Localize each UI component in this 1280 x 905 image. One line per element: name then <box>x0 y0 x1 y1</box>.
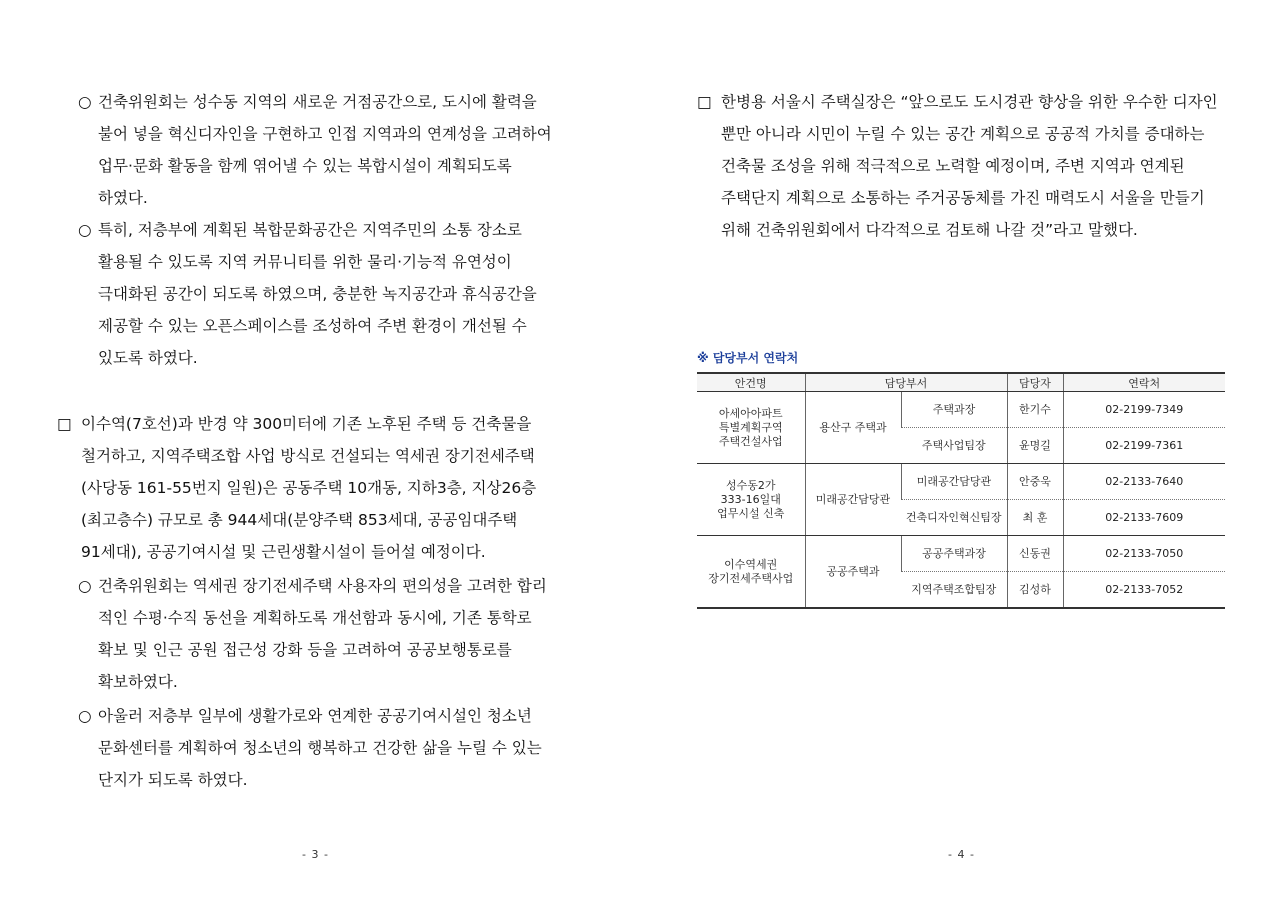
person-cell: 윤명길 <box>1007 428 1063 464</box>
bullet-circle-icon: ○ <box>78 221 92 239</box>
text-line: 이수역(7호선)과 반경 약 300미터에 기존 노후된 주택 등 건축물을 <box>81 415 532 433</box>
team-cell: 주택과장 <box>901 392 1007 428</box>
person-cell: 신동권 <box>1007 536 1063 572</box>
table-row <box>697 392 1225 428</box>
team-cell: 지역주택조합팀장 <box>901 572 1007 609</box>
bullet-circle-icon: ○ <box>78 577 92 595</box>
text-line: 불어 넣을 혁신디자인을 구현하고 인접 지역과의 연계성을 고려하여 <box>98 125 552 143</box>
text-line: 확보 및 인근 공원 접근성 강화 등을 고려하여 공공보행통로를 <box>98 641 512 659</box>
phone-cell: 02-2199-7361 <box>1063 428 1225 464</box>
text-line: 단지가 되도록 하였다. <box>98 771 248 789</box>
agenda-line: 성수동2가 <box>725 478 776 492</box>
person-cell: 안중욱 <box>1007 464 1063 500</box>
text-line: 활용될 수 있도록 지역 커뮤니티를 위한 물리·기능적 유연성이 <box>98 253 512 271</box>
text-line: 있도록 하였다. <box>98 349 198 367</box>
paragraph-1 <box>78 86 588 214</box>
bullet-square-icon: □ <box>57 415 72 433</box>
page-number: - 3 - <box>302 848 329 861</box>
phone-cell: 02-2133-7609 <box>1063 500 1225 536</box>
text-line: 특히, 저층부에 계획된 복합문화공간은 지역주민의 소통 장소로 <box>98 221 522 239</box>
agenda-cell <box>697 536 805 609</box>
text-line: 뿐만 아니라 시민이 누릴 수 있는 공간 계획으로 공공적 가치를 증대하는 <box>721 125 1205 143</box>
paragraph-2 <box>78 214 588 374</box>
text-line: 건축위원회는 성수동 지역의 새로운 거점공간으로, 도시에 활력을 <box>98 93 537 111</box>
text-line: 91세대), 공공기여시설 및 근린생활시설이 들어설 예정이다. <box>81 543 486 561</box>
agenda-line: 업무시설 신축 <box>717 506 785 520</box>
phone-cell: 02-2133-7052 <box>1063 572 1225 609</box>
team-cell: 미래공간담당관 <box>901 464 1007 500</box>
header-phone: 연락처 <box>1063 373 1225 392</box>
phone-cell: 02-2133-7050 <box>1063 536 1225 572</box>
person-cell: 최 훈 <box>1007 500 1063 536</box>
text-line: 건축물 조성을 위해 적극적으로 노력할 예정이며, 주변 지역과 연계된 <box>721 157 1185 175</box>
phone-cell: 02-2199-7349 <box>1063 392 1225 428</box>
dept-cell: 미래공간담당관 <box>805 464 901 536</box>
agenda-cell <box>697 392 805 464</box>
header-department: 담당부서 <box>805 373 1007 392</box>
paragraph-4 <box>78 570 588 698</box>
bullet-circle-icon: ○ <box>78 707 92 725</box>
team-cell: 건축디자인혁신팀장 <box>901 500 1007 536</box>
header-person: 담당자 <box>1007 373 1063 392</box>
text-line: 극대화된 공간이 되도록 하였으며, 충분한 녹지공간과 휴식공간을 <box>98 285 537 303</box>
page-number: - 4 - <box>948 848 975 861</box>
page-4 <box>640 0 1280 905</box>
text-line: 적인 수평·수직 동선을 계획하도록 개선함과 동시에, 기존 통학로 <box>98 609 532 627</box>
header-agenda: 안건명 <box>697 373 805 392</box>
text-line: 한병용 서울시 주택실장은 “앞으로도 도시경관 향상을 위한 우수한 디자인 <box>721 93 1218 111</box>
agenda-line: 특별계획구역 <box>718 420 783 434</box>
table-row <box>697 536 1225 572</box>
agenda-line: 이수역세권 <box>724 557 778 571</box>
team-cell: 공공주택과장 <box>901 536 1007 572</box>
agenda-cell <box>697 464 805 536</box>
text-line: 아울러 저층부 일부에 생활가로와 연계한 공공기여시설인 청소년 <box>98 707 532 725</box>
table-header-row <box>697 373 1225 392</box>
bullet-circle-icon: ○ <box>78 93 92 111</box>
text-line: 건축위원회는 역세권 장기전세주택 사용자의 편의성을 고려한 합리 <box>98 577 547 595</box>
text-line: 하였다. <box>98 189 148 207</box>
phone-cell: 02-2133-7640 <box>1063 464 1225 500</box>
agenda-line: 아세아아파트 <box>718 406 783 420</box>
contact-table <box>697 372 1225 609</box>
team-cell: 주택사업팀장 <box>901 428 1007 464</box>
dept-cell: 용산구 주택과 <box>805 392 901 464</box>
bullet-square-icon: □ <box>697 93 712 111</box>
text-line: 위해 건축위원회에서 다각적으로 검토해 나갈 것”라고 말했다. <box>721 221 1138 239</box>
paragraph-3 <box>57 408 588 568</box>
person-cell: 김성하 <box>1007 572 1063 609</box>
text-line: 제공할 수 있는 오픈스페이스를 조성하여 주변 환경이 개선될 수 <box>98 317 527 335</box>
person-cell: 한기수 <box>1007 392 1063 428</box>
paragraph-5 <box>78 700 588 796</box>
text-line: 주택단지 계획으로 소통하는 주거공동체를 가진 매력도시 서울을 만들기 <box>721 189 1205 207</box>
text-line: 확보하였다. <box>98 673 178 691</box>
contact-section-title: ※ 담당부서 연락처 <box>697 351 799 365</box>
agenda-line: 주택건설사업 <box>718 434 783 448</box>
text-line: 철거하고, 지역주택조합 사업 방식로 건설되는 역세권 장기전세주택 <box>81 447 535 465</box>
text-line: (사당동 161-55번지 일원)은 공동주택 10개동, 지하3층, 지상26층 <box>81 479 537 497</box>
table-row <box>697 464 1225 500</box>
text-line: 문화센터를 계획하여 청소년의 행복하고 건강한 삶을 누릴 수 있는 <box>98 739 542 757</box>
agenda-line: 장기전세주택사업 <box>708 571 794 585</box>
text-line: (최고층수) 규모로 총 944세대(분양주택 853세대, 공공임대주택 <box>81 511 518 529</box>
quote-paragraph <box>697 86 1228 246</box>
dept-cell: 공공주택과 <box>805 536 901 609</box>
agenda-line: 333-16일대 <box>720 492 781 506</box>
text-line: 업무·문화 활동을 함께 엮어낼 수 있는 복합시설이 계획되도록 <box>98 157 512 175</box>
